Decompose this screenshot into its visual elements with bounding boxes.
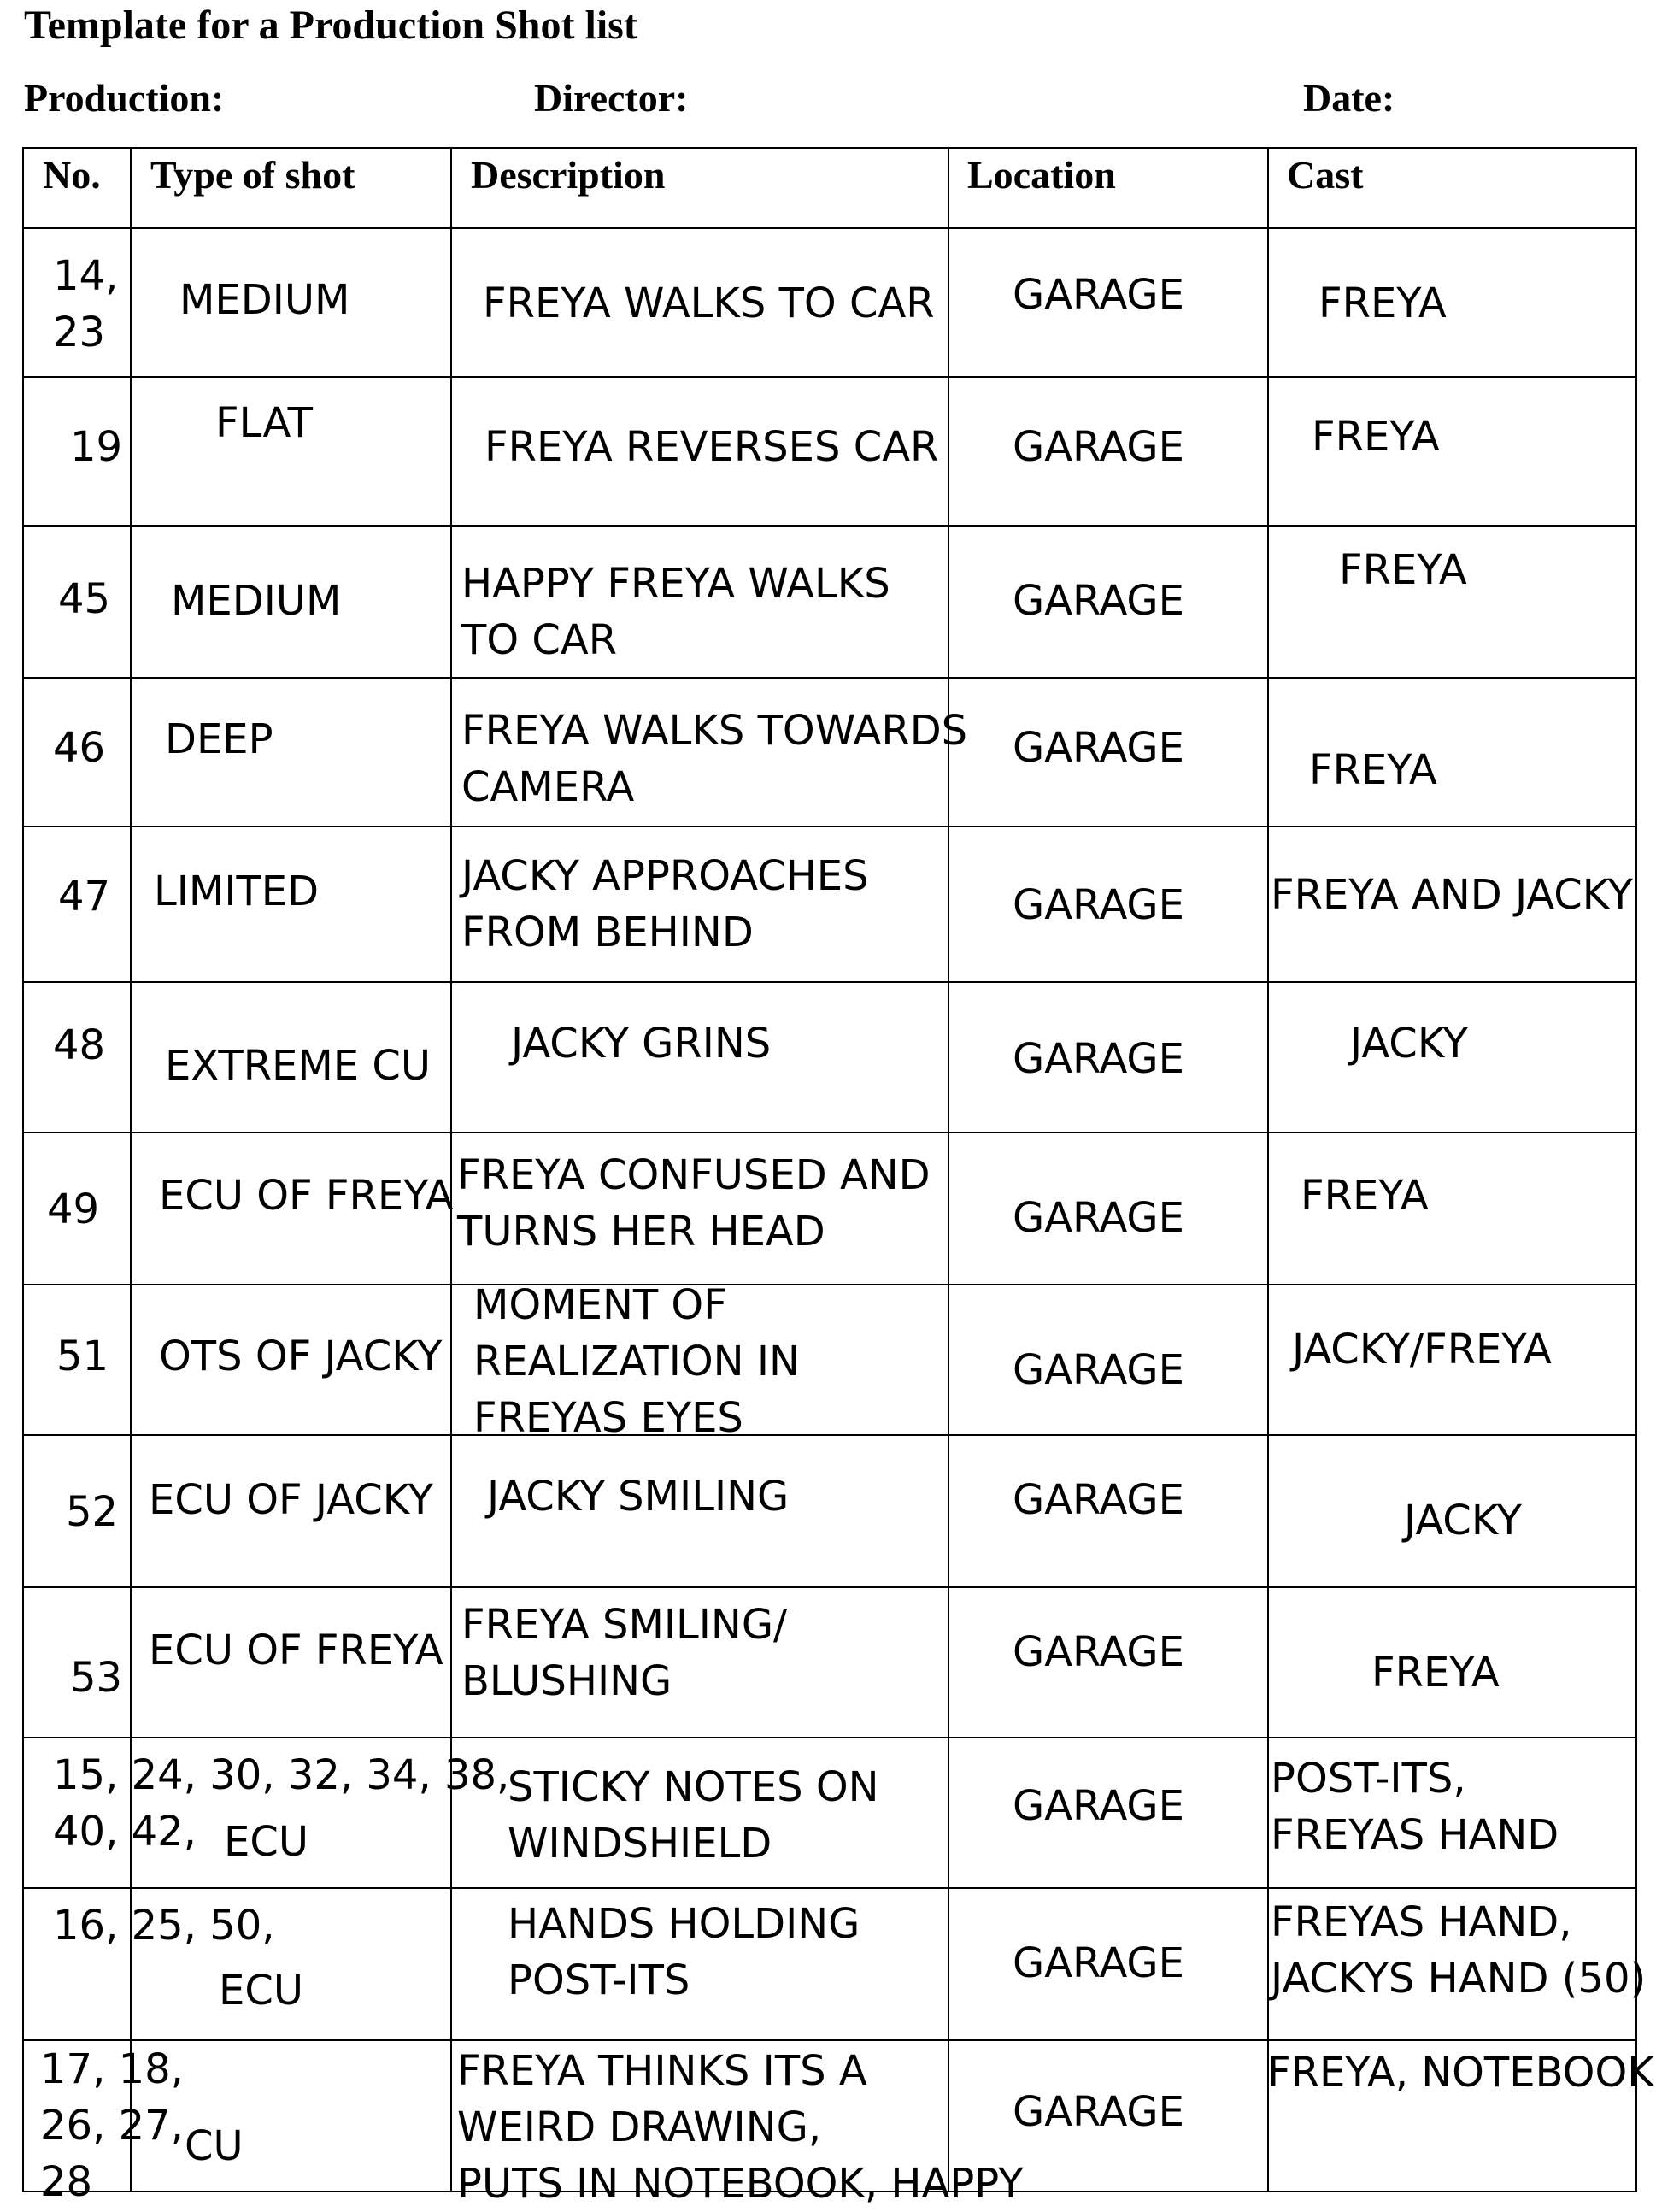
shot-location: GARAGE — [1013, 2088, 1184, 2136]
shot-location: GARAGE — [1013, 724, 1184, 772]
shot-description: HANDS HOLDING POST-ITS — [508, 1900, 860, 2004]
shot-cast: FREYA — [1371, 1649, 1500, 1697]
shot-location: GARAGE — [1013, 1628, 1184, 1676]
shot-description: FREYA THINKS ITS A WEIRD DRAWING, PUTS IN NOTEBOOK, HAPPY — [457, 2047, 1024, 2208]
column-header-description: Description — [471, 153, 666, 197]
shot-location: GARAGE — [1013, 1194, 1184, 1242]
shot-description: HAPPY FREYA WALKS TO CAR — [461, 560, 890, 664]
shot-type: ECU OF FREYA — [159, 1172, 454, 1220]
row-divider — [22, 2039, 1637, 2041]
row-divider — [22, 1737, 1637, 1738]
shot-location: GARAGE — [1013, 1782, 1184, 1830]
column-divider — [1635, 147, 1637, 2192]
shot-description: JACKY GRINS — [511, 1020, 772, 1068]
date-label: Date: — [1303, 76, 1395, 120]
row-divider — [22, 677, 1637, 679]
row-divider — [22, 525, 1637, 527]
shot-number: 53 — [70, 1654, 123, 1702]
row-divider — [22, 1284, 1637, 1285]
shot-number: 16, 25, 50, — [53, 1902, 275, 1950]
shot-number: 51 — [56, 1332, 109, 1380]
shot-number: 19 — [70, 423, 123, 471]
row-divider — [22, 1887, 1637, 1889]
table-border-top — [22, 147, 1637, 149]
column-divider — [1267, 147, 1269, 2192]
shot-type: LIMITED — [154, 868, 320, 915]
shot-description: FREYA WALKS TOWARDS CAMERA — [461, 707, 968, 811]
shot-type: EXTREME CU — [165, 1042, 432, 1090]
shot-type: ECU — [219, 1967, 303, 2015]
shot-number: 46 — [53, 724, 106, 772]
shot-type: FLAT — [215, 399, 313, 447]
shot-location: GARAGE — [1013, 1035, 1184, 1083]
row-divider — [22, 1132, 1637, 1133]
row-divider — [22, 1586, 1637, 1588]
row-divider — [22, 826, 1637, 827]
row-divider — [22, 376, 1637, 378]
director-label: Director: — [534, 76, 689, 120]
shot-description: JACKY SMILING — [487, 1473, 790, 1521]
shot-description: FREYA REVERSES CAR — [484, 423, 939, 471]
column-divider — [948, 147, 949, 2192]
shot-cast: JACKY — [1404, 1497, 1522, 1544]
shot-type: ECU — [224, 1818, 308, 1866]
shot-number: 52 — [66, 1488, 119, 1536]
shot-description: FREYA WALKS TO CAR — [483, 279, 935, 327]
shot-type: MEDIUM — [179, 276, 350, 324]
column-header-type: Type of shot — [150, 153, 355, 197]
shot-type: ECU OF FREYA — [149, 1627, 443, 1674]
shot-cast: FREYA — [1312, 413, 1440, 461]
shot-number: 17, 18, 26, 27, 28 — [40, 2045, 184, 2206]
column-header-no: No. — [43, 153, 101, 197]
shot-cast: POST-ITS, FREYAS HAND — [1271, 1755, 1559, 1859]
column-header-location: Location — [967, 153, 1116, 197]
shot-description: STICKY NOTES ON WINDSHIELD — [508, 1763, 879, 1868]
shot-cast: FREYA AND JACKY — [1271, 871, 1633, 919]
shot-number: 49 — [47, 1185, 100, 1233]
shot-number: 48 — [53, 1021, 106, 1069]
shot-location: GARAGE — [1013, 881, 1184, 929]
production-label: Production: — [24, 76, 225, 120]
shot-type: ECU OF JACKY — [149, 1476, 433, 1524]
shot-cast: FREYA — [1309, 746, 1437, 794]
shot-number: 47 — [58, 873, 111, 921]
shot-cast: JACKY/FREYA — [1292, 1326, 1552, 1374]
shot-type: DEEP — [165, 715, 273, 763]
shot-type: MEDIUM — [171, 577, 342, 625]
shot-description: JACKY APPROACHES FROM BEHIND — [461, 852, 869, 956]
column-divider — [22, 147, 24, 2192]
shot-cast: JACKY — [1350, 1020, 1468, 1068]
shot-location: GARAGE — [1013, 271, 1184, 319]
shot-type: CU — [185, 2122, 244, 2170]
shot-cast: FREYA — [1301, 1172, 1429, 1220]
shot-type: OTS OF JACKY — [159, 1332, 443, 1380]
row-divider — [22, 1434, 1637, 1436]
shot-description: MOMENT OF REALIZATION IN FREYAS EYES — [473, 1281, 800, 1442]
shot-location: GARAGE — [1013, 577, 1184, 625]
shot-cast: FREYAS HAND, JACKYS HAND (50) — [1271, 1898, 1647, 2003]
shot-location: GARAGE — [1013, 1476, 1184, 1524]
shot-cast: FREYA — [1318, 279, 1447, 327]
shot-location: GARAGE — [1013, 1346, 1184, 1394]
shot-number: 14, 23 — [53, 252, 119, 356]
row-divider — [22, 981, 1637, 983]
document-title: Template for a Production Shot list — [24, 3, 637, 48]
shot-cast: FREYA, NOTEBOOK — [1267, 2049, 1654, 2097]
shot-number: 45 — [58, 575, 111, 623]
shot-description: FREYA CONFUSED AND TURNS HER HEAD — [457, 1151, 931, 1256]
shot-description: FREYA SMILING/ BLUSHING — [461, 1601, 788, 1705]
shot-location: GARAGE — [1013, 423, 1184, 471]
shot-number: 15, 24, 30, 32, 34, 38, 40, 42, — [53, 1751, 510, 1856]
header-divider — [22, 227, 1637, 229]
shot-location: GARAGE — [1013, 1939, 1184, 1987]
column-header-cast: Cast — [1287, 153, 1364, 197]
shot-cast: FREYA — [1339, 546, 1467, 594]
column-divider — [130, 147, 132, 2192]
